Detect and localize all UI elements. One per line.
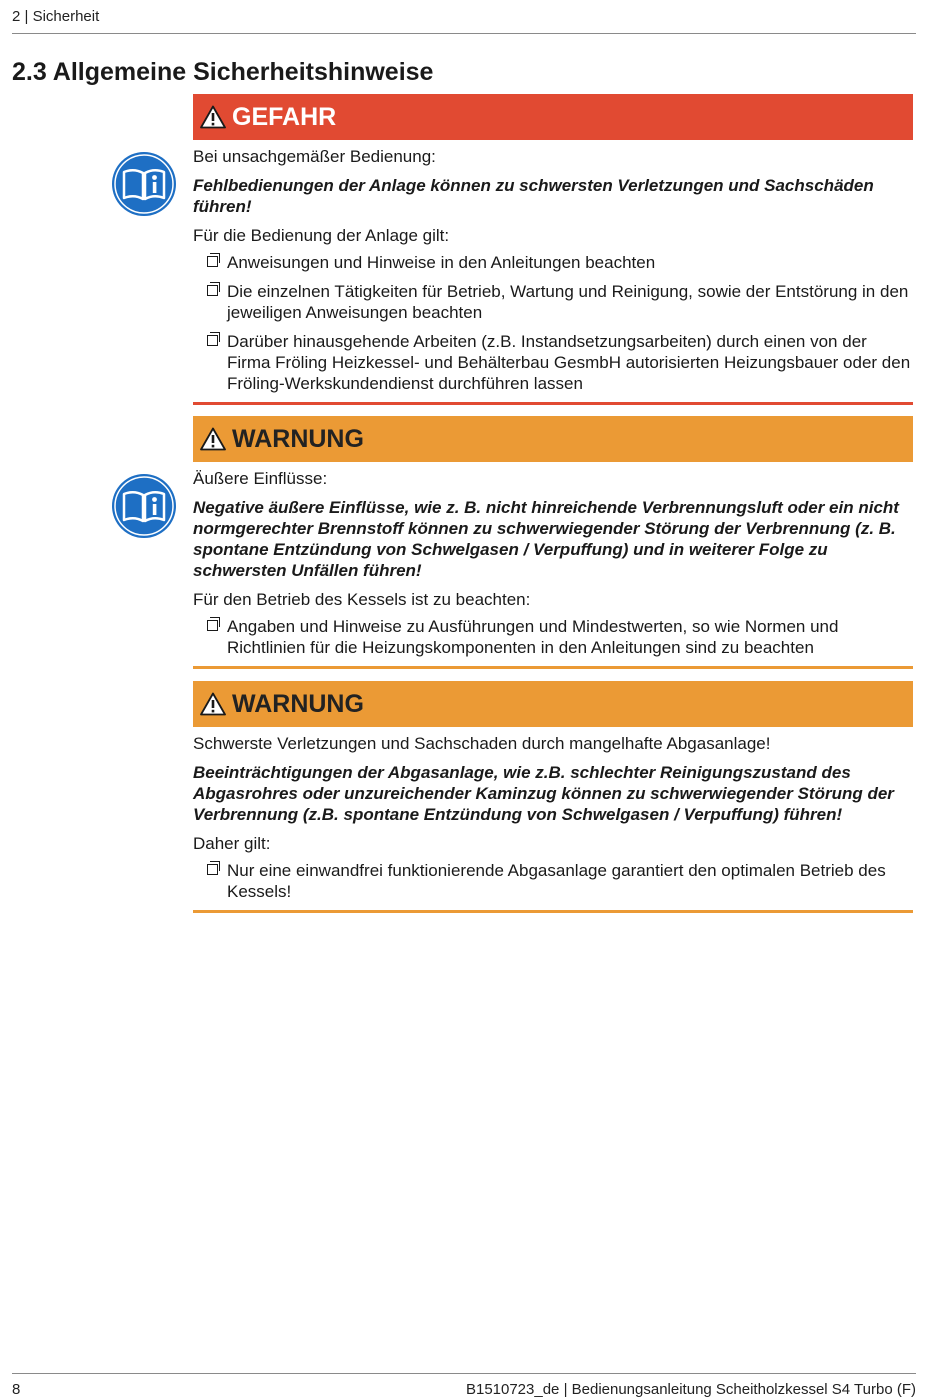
warning-triangle-icon (200, 427, 226, 451)
warning-banner (193, 416, 913, 462)
signal-word: GEFAHR (232, 102, 337, 131)
list-item: Nur eine einwandfrei funktionierende Abgasanlage garantiert den optimalen Betrieb des Kessels! (193, 860, 913, 902)
warning-triangle-icon (200, 105, 226, 129)
list-item: Darüber hinausgehende Arbeiten (z.B. Instandsetzungsarbeiten) durch einen von der Firma Fröling Heizkessel- und Behälterbau GesmbH autorisierten Heizungsbauer oder den Fröling-Werkskundendienst durchführen lassen (193, 331, 913, 394)
signal-word: WARNUNG (232, 689, 364, 718)
checkbox-bullet-icon (207, 620, 218, 631)
notice-divider (193, 666, 913, 669)
notice-intro: Schwerste Verletzungen und Sachschaden durch mangelhafte Abgasanlage! (193, 734, 771, 753)
checkbox-bullet-icon (207, 335, 218, 346)
page-header: 2 | Sicherheit (12, 8, 916, 34)
notice-divider (193, 402, 913, 405)
signal-word: WARNUNG (232, 424, 364, 453)
notice-lead: Für den Betrieb des Kessels ist zu beachten: (193, 590, 531, 609)
section-title: 2.3 Allgemeine Sicherheitshinweise (12, 58, 434, 86)
notice-lead: Daher gilt: (193, 834, 271, 853)
notice-emphasis: Beeinträchtigungen der Abgasanlage, wie z.B. schlechter Reinigungszustand des Abgasrohres oder unzureichender Kaminzug können zu schwerwiegender Störung der Verbrennung (z.B. spontane Entzündung von Schwelgasen / Verpuffung) führen! (193, 763, 894, 824)
read-manual-icon (111, 473, 177, 539)
instruction-list (193, 860, 913, 902)
read-manual-icon (111, 151, 177, 217)
instruction-list (193, 616, 913, 658)
warning-banner (193, 681, 913, 727)
instruction-list (193, 252, 913, 394)
warning-notice (193, 681, 913, 913)
page-footer (12, 1373, 916, 1398)
list-item: Die einzelnen Tätigkeiten für Betrieb, Wartung und Reinigung, sowie der Entstörung in den jeweiligen Anweisungen beachten (193, 281, 913, 323)
warning-triangle-icon (200, 692, 226, 716)
notice-emphasis: Negative äußere Einflüsse, wie z. B. nicht hinreichende Verbrennungsluft oder ein nicht normgerechter Brennstoff können zu schwerwiegender Störung der Verbrennung (z. B. spontane Entzündung von Schwelgasen / Verpuffung) und in weiterer Folge zu schwersten Unfällen führen! (193, 498, 899, 580)
document-reference: B1510723_de | Bedienungsanleitung Scheitholzkessel S4 Turbo (F) (465, 1381, 916, 1398)
checkbox-bullet-icon (207, 864, 218, 875)
list-item: Angaben und Hinweise zu Ausführungen und Mindestwerten, so wie Normen und Richtlinien für die Heizungskomponenten in den Anleitungen sind zu beachten (193, 616, 913, 658)
notice-intro: Äußere Einflüsse: (193, 469, 328, 488)
notice-divider (193, 910, 913, 913)
danger-notice (193, 94, 913, 405)
notice-intro: Bei unsachgemäßer Bedienung: (193, 147, 436, 166)
list-item: Anweisungen und Hinweise in den Anleitungen beachten (193, 252, 913, 273)
checkbox-bullet-icon (207, 256, 218, 267)
page-number: 8 (12, 1381, 21, 1398)
checkbox-bullet-icon (207, 285, 218, 296)
notice-lead: Für die Bedienung der Anlage gilt: (193, 226, 450, 245)
notice-emphasis: Fehlbedienungen der Anlage können zu schwersten Verletzungen und Sachschäden führen! (193, 176, 874, 216)
danger-banner (193, 94, 913, 140)
warning-notice (193, 416, 913, 669)
